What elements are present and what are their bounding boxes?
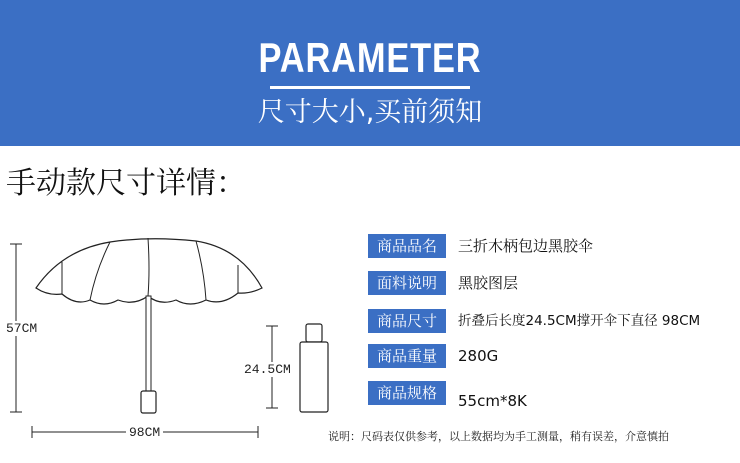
spec-value: 黑胶图层	[458, 274, 519, 292]
open-height-label: 57CM	[6, 321, 38, 336]
spec-value: 三折木柄包边黑胶伞	[458, 237, 594, 255]
open-width-label: 98CM	[126, 425, 163, 440]
umbrella-handle	[141, 391, 156, 413]
spec-value: 280G	[458, 347, 499, 365]
umbrella-shaft	[146, 296, 151, 392]
folded-umbrella-body	[300, 342, 328, 412]
spec-label: 商品品名	[368, 234, 446, 258]
banner-title: PARAMETER	[258, 34, 482, 81]
spec-label: 商品规格	[368, 381, 446, 405]
spec-label: 面料说明	[368, 271, 446, 295]
spec-value: 折叠后长度24.5CM撑开伞下直径 98CM	[458, 313, 701, 329]
folded-umbrella-cap	[306, 324, 322, 342]
folded-length-label: 24.5CM	[244, 362, 291, 377]
spec-label: 商品尺寸	[368, 309, 446, 333]
disclaimer-note: 说明：尺码表仅供参考，以上数据均为手工测量，稍有误差，介意慎拍	[328, 430, 669, 443]
spec-label: 商品重量	[368, 344, 446, 368]
section-title: 手动款尺寸详情：	[6, 166, 246, 201]
banner-subtitle: 尺寸大小,买前须知	[257, 97, 483, 128]
spec-value: 55cm*8K	[458, 392, 527, 410]
